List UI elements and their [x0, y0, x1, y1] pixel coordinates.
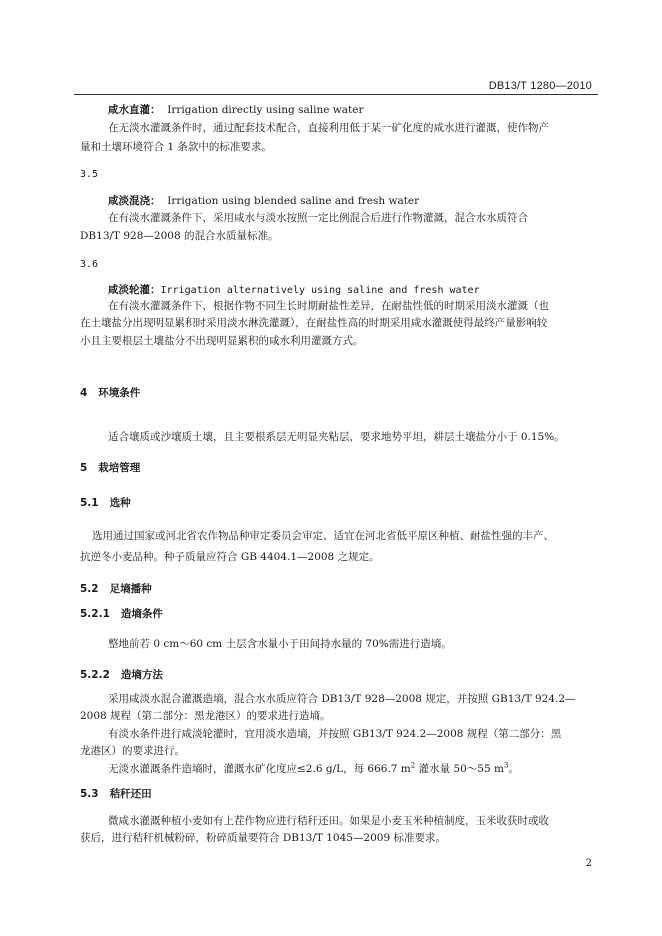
section-number: 5.2.2: [80, 669, 110, 681]
paragraph-line: 整地前若 0 cm～60 cm 土层含水量小于田间持水量的 70%需进行造墒。: [108, 638, 452, 650]
term-cn: 咸淡混浇：: [108, 195, 161, 207]
section-heading-5-2-1: [80, 607, 163, 621]
term-en: Irrigation alternatively using saline and fresh water: [160, 285, 480, 296]
paragraph-line: 龙港区）的要求进行。: [80, 745, 185, 757]
paragraph-line-with-units: [108, 762, 519, 776]
paragraph-line: 小且主要根层土壤盐分不出现明显累积的咸水利用灌溉方式。: [80, 335, 364, 347]
term-saline-direct: [108, 103, 363, 117]
section-number: 5: [80, 462, 88, 474]
section-title: 秸秆还田: [109, 788, 152, 800]
paragraph-line: 抗逆冬小麦品种。种子质量应符合 GB 4404.1—2008 之规定。: [80, 551, 380, 563]
term-cn: 咸淡轮灌：: [108, 284, 161, 296]
clause-number: 3.6: [80, 259, 99, 270]
document-code: DB13/T 1280—2010: [488, 80, 592, 92]
section-number: 5.2: [80, 583, 99, 595]
paragraph-line: 适合壤质或沙壤质土壤，且主要根系层无明显夹粘层，要求地势平坦，耕层土壤盐分小于 0.15%。: [108, 431, 565, 443]
section-heading-5-1: [80, 496, 131, 510]
paragraph-line: 2008 规程（第二部分：黑龙港区）的要求进行造墒。: [80, 710, 331, 722]
paragraph-line: 在无淡水灌溉条件时，通过配套技术配合，直接利用低于某一矿化度的咸水进行灌溉，使作物产: [108, 122, 549, 134]
paragraph-line: 在土壤盐分出现明显累积时采用淡水淋洗灌溉），在耐盐性高的时期采用咸水灌溉使得最终产量影响较: [80, 317, 548, 329]
text-fragment: 灌水量 50～55 m: [415, 763, 504, 775]
paragraph-line: 有淡水条件进行咸淡轮灌时，宜用淡水造墒，并按照 GB13/T 924.2—2008 规程（第二部分：黑: [108, 728, 562, 740]
term-alternate: [108, 283, 480, 298]
paragraph-line: DB13/T 928—2008 的混合水质量标准。: [80, 230, 279, 242]
page-number: 2: [585, 858, 592, 869]
paragraph-line: 微咸水灌溉种植小麦如有上茬作物应进行秸秆还田。如果是小麦玉米种植制度，玉米收获时或收: [108, 815, 549, 827]
paragraph-line: 量和土壤环境符合 1 条款中的标准要求。: [80, 141, 272, 153]
paragraph-line: 采用咸淡水混合灌溉造墒，混合水水质应符合 DB13/T 928—2008 规定，并按照 GB13/T 924.2—: [108, 693, 576, 705]
text-fragment: 。: [508, 763, 519, 775]
paragraph-line: 选用通过国家或河北省农作物品种审定委员会审定、适宜在河北省低平原区种植、耐盐性强的丰产、: [92, 530, 554, 542]
section-title: 造墒方法: [120, 669, 163, 681]
term-blended: [108, 194, 419, 208]
term-cn: 咸水直灌：: [108, 104, 161, 116]
section-title: 环境条件: [98, 387, 141, 399]
section-number: 5.1: [80, 497, 99, 509]
section-title: 足墒播种: [109, 583, 152, 595]
section-number: 5.2.1: [80, 608, 110, 620]
section-heading-5-3: [80, 787, 152, 801]
section-number: 4: [80, 387, 88, 399]
section-title: 选种: [109, 497, 131, 509]
superscript: 3: [503, 761, 509, 770]
text-fragment: 无淡水灌溉条件造墒时，灌溉水矿化度应≤2.6 g/L，每 666.7 m: [108, 763, 411, 775]
section-heading-4: [80, 386, 140, 400]
clause-number: 3.5: [80, 169, 99, 180]
paragraph-line: 获后，进行秸秆机械粉碎，粉碎质量要符合 DB13/T 1045—2009 标准要求。: [80, 832, 446, 844]
paragraph-line: 在有淡水灌溉条件下，采用咸水与淡水按照一定比例混合后进行作物灌溉，混合水水质符合: [108, 212, 528, 224]
section-title: 栽培管理: [98, 462, 141, 474]
superscript: 2: [410, 761, 416, 770]
paragraph-line: 在有淡水灌溉条件下，根据作物不同生长时期耐盐性差异，在耐盐性低的时期采用淡水灌溉（也: [108, 300, 549, 312]
header-rule: [74, 94, 598, 95]
section-heading-5-2-2: [80, 668, 163, 682]
section-title: 造墒条件: [120, 608, 163, 620]
section-heading-5: [80, 461, 140, 475]
section-heading-5-2: [80, 582, 152, 596]
section-number: 5.3: [80, 788, 99, 800]
term-en: Irrigation directly using saline water: [167, 104, 364, 116]
term-en: Irrigation using blended saline and fresh water: [167, 195, 420, 207]
